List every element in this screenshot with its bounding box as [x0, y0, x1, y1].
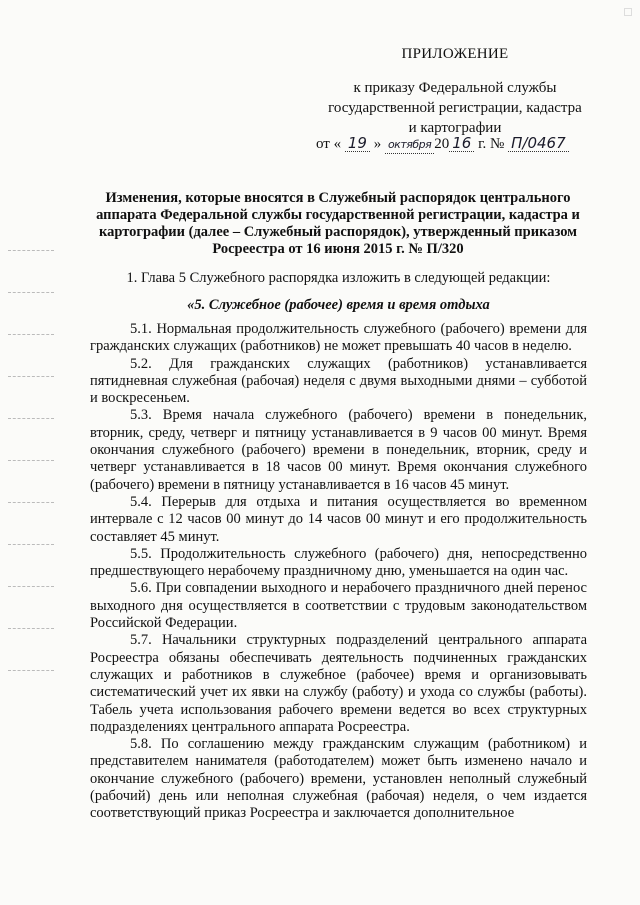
paragraph-5-8: 5.8. По соглашению между гражданским служащим (работником) и представителем нанимателя (работодателем) может быть изменено начало и окончание служебного (рабочего) времени, установлен неполный служебный (рабочий) день или неполная служебная (рабочая) неделя, о чем издается соответствующий приказ Росреестра и заключается дополнительное: [90, 736, 587, 822]
date-year-prefix: 20: [434, 136, 450, 152]
scan-mark: [624, 8, 632, 16]
document-heading: Изменения, которые вносятся в Служебный распорядок центрального аппарата Федеральной службы государственной регистрации, кадастра и картографии (далее – Служебный распорядок), утвержденный приказом Росреестра от 16 июня 2015 г. № П/320: [96, 190, 580, 257]
paragraph-list: [90, 321, 587, 823]
order-line: и картографии: [408, 120, 502, 136]
order-line: государственной регистрации, кадастра: [328, 100, 582, 116]
order-line: к приказу Федеральной службы: [353, 80, 557, 96]
date-prefix: от «: [316, 136, 342, 152]
order-reference: [300, 78, 610, 138]
date-month: октября: [385, 137, 434, 154]
margin-marks: [8, 250, 54, 712]
paragraph-5-4: 5.4. Перерыв для отдыха и питания осуществляется во временном интервале с 12 часов 00 минут до 14 часов 00 минут и его продолжительность составляет 45 минут.: [90, 493, 587, 545]
date-mid: »: [373, 136, 382, 152]
order-number: П/0467: [508, 135, 569, 152]
intro-paragraph: 1. Глава 5 Служебного распорядка изложить в следующей редакции:: [126, 270, 551, 286]
paragraph-5-6: 5.6. При совпадении выходного и нерабочего праздничного дней перенос выходного дня осуществляется в соответствии с трудовым законодательством Российской Федерации.: [90, 580, 587, 632]
appendix-title: ПРИЛОЖЕНИЕ: [401, 46, 509, 62]
paragraph-5-5: 5.5. Продолжительность служебного (рабочего) дня, непосредственно предшествующего нерабочему праздничному дню, уменьшается на один час.: [90, 545, 587, 580]
order-date-line: [316, 135, 626, 154]
paragraph-5-1: 5.1. Нормальная продолжительность служебного (рабочего) времени для гражданских служащих (работников) не может превышать 40 часов в неделю.: [90, 321, 587, 355]
paragraph-5-7: 5.7. Начальники структурных подразделений центрального аппарата Росреестра обязаны обеспечивать деятельность подчиненных гражданских служащих и работников в служебное (рабочее) время и организовывать систематический учет их явки на службу (работу) и ухода со службы (работы). Табель учета использования рабочего времени ведется во всех структурных подразделениях центрального аппарата Росреестра.: [90, 632, 587, 735]
date-day: 19: [345, 135, 370, 152]
section-title: «5. Служебное (рабочее) время и время отдыха: [187, 297, 490, 313]
paragraph-5-3: 5.3. Время начала служебного (рабочего) времени в понедельник, вторник, среду, четверг и пятницу устанавливается в 9 часов 00 минут. Время окончания служебного (рабочего) времени в понедельник, вторник, среду и четверг устанавливается в 18 часов 00 минут. Время окончания служебного (рабочего) времени в пятницу устанавливается в 16 часов 45 минут.: [90, 407, 587, 493]
paragraph-5-2: 5.2. Для гражданских служащих (работников) устанавливается пятидневная служебная (рабочая) неделя с двумя выходными днями – субботой и воскресеньем.: [90, 355, 587, 407]
date-g-label: г. №: [478, 136, 505, 152]
date-year-suffix: 16: [449, 135, 474, 152]
